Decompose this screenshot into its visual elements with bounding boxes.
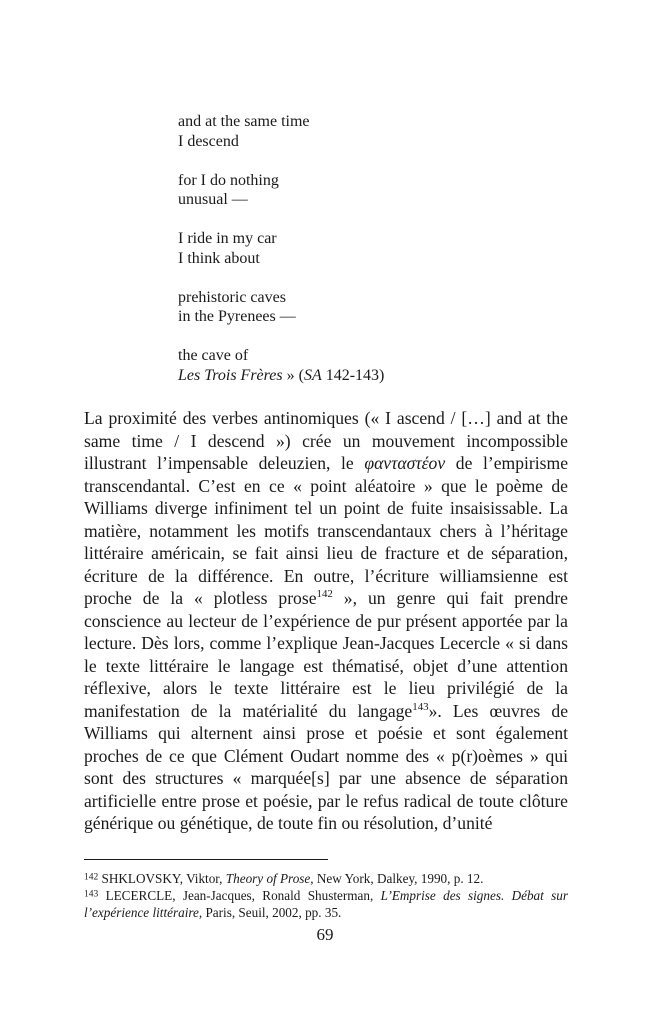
- text-run: La proximité des verbes antinomiques (« I ascend / […] and at the same time / I descend ») crée un mouvement incompossible illustrant l’impensable deleuzien, le: [84, 408, 568, 473]
- poem-line: the cave of: [178, 347, 249, 364]
- footnote-separator: [84, 859, 328, 860]
- poem-stanza-last: [178, 346, 384, 385]
- poem-line: in the Pyrenees —: [178, 308, 296, 325]
- greek-term: φανταστέον: [364, 453, 446, 473]
- footnote-book-title: L’Emprise des signes. Débat sur l’expérience littéraire: [84, 888, 568, 920]
- poem-quotation: [178, 112, 384, 405]
- footnotes: [84, 870, 568, 921]
- poem-line-citation: [178, 366, 384, 386]
- poem-line: I descend: [178, 132, 239, 150]
- text-run: de l’empirisme transcendantal. C’est en ce « point aléatoire » que le poème de Williams diverge infiniment tel un point de fuite insaisissable. La matière, notamment les motifs transcendantaux chers à l’héritage littéraire américain, se fait ainsi lieu de fracture et de séparation, écriture de la différence. En outre, l’écriture williamsienne est proche de la « plotless prose: [84, 453, 568, 608]
- poem-line: I ride in my car: [178, 230, 277, 247]
- poem-line: I think about: [178, 249, 260, 267]
- body-paragraph: [84, 407, 568, 835]
- paragraph-text: [84, 407, 568, 835]
- poem-stanza: [178, 112, 384, 151]
- poem-line: and at the same time: [178, 113, 310, 130]
- page-number: 69: [316, 925, 334, 944]
- footnote-text: , Paris, Seuil, 2002, pp. 35.: [198, 905, 342, 920]
- poem-line: unusual —: [178, 191, 248, 208]
- footnote-text: , New York, Dalkey, 1990, p. 12.: [310, 871, 484, 886]
- poem-stanza: [178, 171, 384, 210]
- footnote-text: LECERCLE, Jean-Jacques, Ronald Shusterman,: [98, 888, 381, 903]
- poem-title-italic: Les Trois Frères: [178, 366, 283, 384]
- footnote-reference[interactable]: 143: [412, 700, 429, 713]
- footnote-reference[interactable]: 142: [316, 588, 333, 601]
- poem-stanza: [178, 229, 384, 268]
- text-run: ». Les œuvres de Williams qui alternent ainsi prose et poésie et sont également proches de ce que Clément Oudart nomme des « p(r)oèmes » qui sont des structures « marquée[s] par une absence de séparation artificielle entre prose et poésie, par le refus radical de toute clôture générique ou génétique, de toute fin ou résolution, d’unité: [84, 700, 568, 833]
- text-run: », un genre qui fait prendre conscience au lecteur de l’expérience de pur présent apportée par la lecture. Dès lors, comme l’explique Jean-Jacques Lecercle « si dans le texte littéraire le langage est thématisé, objet d’une attention réflexive, alors le texte littéraire est le lieu privilégié de la manifestation de la matérialité du langage: [84, 588, 568, 721]
- footnote-number: 142: [84, 872, 99, 883]
- poem-line: for I do nothing: [178, 171, 279, 189]
- source-abbreviation: SA: [303, 366, 322, 384]
- poem-text: » (: [282, 366, 304, 384]
- footnote-number: 143: [84, 889, 99, 900]
- footnote: [84, 887, 568, 921]
- poem-text: 142-143): [321, 366, 385, 384]
- poem-stanza: [178, 288, 384, 327]
- poem-line: prehistoric caves: [178, 288, 286, 306]
- footnote-text: SHKLOVSKY, Viktor,: [98, 871, 226, 886]
- footnote-book-title: Theory of Prose: [225, 871, 311, 886]
- footnote: [84, 870, 568, 887]
